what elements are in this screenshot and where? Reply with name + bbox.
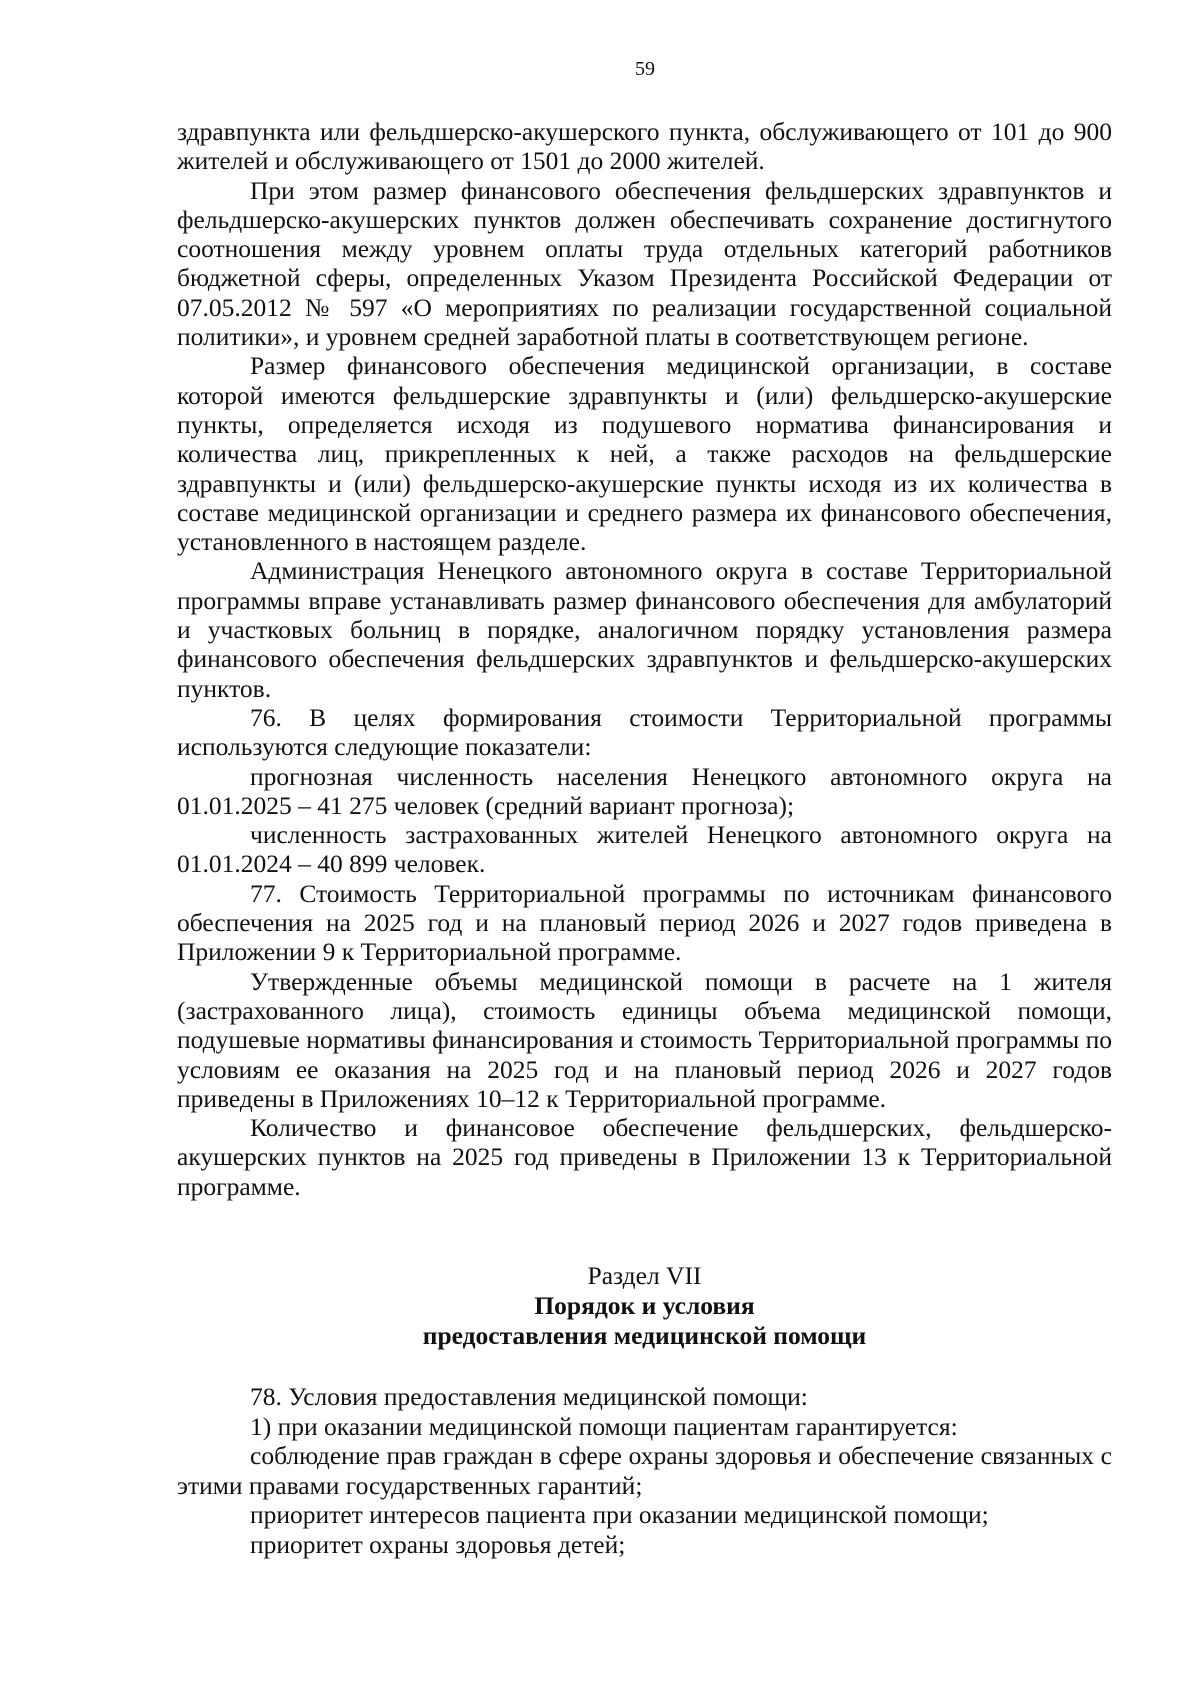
paragraph: Количество и финансовое обеспечение фельдшерских, фельдшерско-акушерских пунктов на 2025 год приведены в Приложении 13 к Территориальной программе. — [177, 1113, 1112, 1201]
paragraph: прогнозная численность населения Ненецкого автономного округа на 01.01.2025 – 41 275 человек (средний вариант прогноза); — [177, 761, 1112, 820]
paragraph: здравпункта или фельдшерско-акушерского пункта, обслуживающего от 101 до 900 жителей и обслуживающего от 1501 до 2000 жителей. — [177, 117, 1112, 176]
paragraph: Утвержденные объемы медицинской помощи в расчете на 1 жителя (застрахованного лица), стоимость единицы объема медицинской помощи, подушевые нормативы финансирования и стоимость Территориальной программы по условиям ее оказания на 2025 год и на плановый период 2026 и 2027 годов приведены в Приложениях 10–12 к Территориальной программе. — [177, 966, 1112, 1113]
section-heading — [177, 1261, 1112, 1351]
paragraph: Администрация Ненецкого автономного округа в составе Территориальной программы вправе устанавливать размер финансового обеспечения для амбулаторий и участковых больниц в порядке, аналогичном порядку установления размера финансового обеспечения фельдшерских здравпунктов и фельдшерско-акушерских пунктов. — [177, 556, 1112, 703]
section-body-text — [177, 1382, 1112, 1559]
section-title-line-1: Порядок и условия — [534, 1291, 755, 1320]
paragraph: приоритет охраны здоровья детей; — [250, 1529, 626, 1559]
paragraph: 1) при оказании медицинской помощи пациентам гарантируется: — [250, 1411, 958, 1441]
paragraph: 78. Условия предоставления медицинской помощи: — [250, 1382, 808, 1411]
paragraph: Размер финансового обеспечения медицинской организации, в составе которой имеются фельдшерские здравпункты и (или) фельдшерско-акушерские пункты, определяется исходя из подушевого норматива финансирования и количества лиц, прикрепленных к ней, а также расходов на фельдшерские здравпункты и (или) фельдшерско-акушерские пункты исходя из их количества в составе медицинской организации и среднего размера их финансового обеспечения, установленного в настоящем разделе. — [177, 351, 1112, 557]
paragraph: численность застрахованных жителей Ненецкого автономного округа на 01.01.2024 – 40 899 человек. — [177, 820, 1112, 879]
section-title-line-2: предоставления медицинской помощи — [422, 1321, 867, 1350]
paragraph: приоритет интересов пациента при оказании медицинской помощи; — [250, 1500, 989, 1529]
paragraph: 76. В целях формирования стоимости Территориальной программы используются следующие показатели: — [177, 702, 1112, 762]
section-label: Раздел VII — [587, 1261, 702, 1290]
paragraph: 77. Стоимость Территориальной программы по источникам финансового обеспечения на 2025 год и на плановый период 2026 и 2027 годов приведена в Приложении 9 к Территориальной программе. — [177, 878, 1112, 967]
body-text — [177, 117, 1112, 1201]
paragraph: соблюдение прав граждан в сфере охраны здоровья и обеспечение связанных с этими правами государственных гарантий; — [177, 1441, 1112, 1500]
paragraph: При этом размер финансового обеспечения фельдшерских здравпунктов и фельдшерско-акушерских пунктов должен обеспечивать сохранение достигнутого соотношения между уровнем оплаты труда отдельных категорий работников бюджетной сферы, определенных Указом Президента Российской Федерации от 07.05.2012 № 597 «О мероприятиях по реализации государственной социальной политики», и уровнем средней заработной платы в соответствующем регионе. — [177, 175, 1112, 352]
page-number: 59 — [635, 58, 655, 80]
